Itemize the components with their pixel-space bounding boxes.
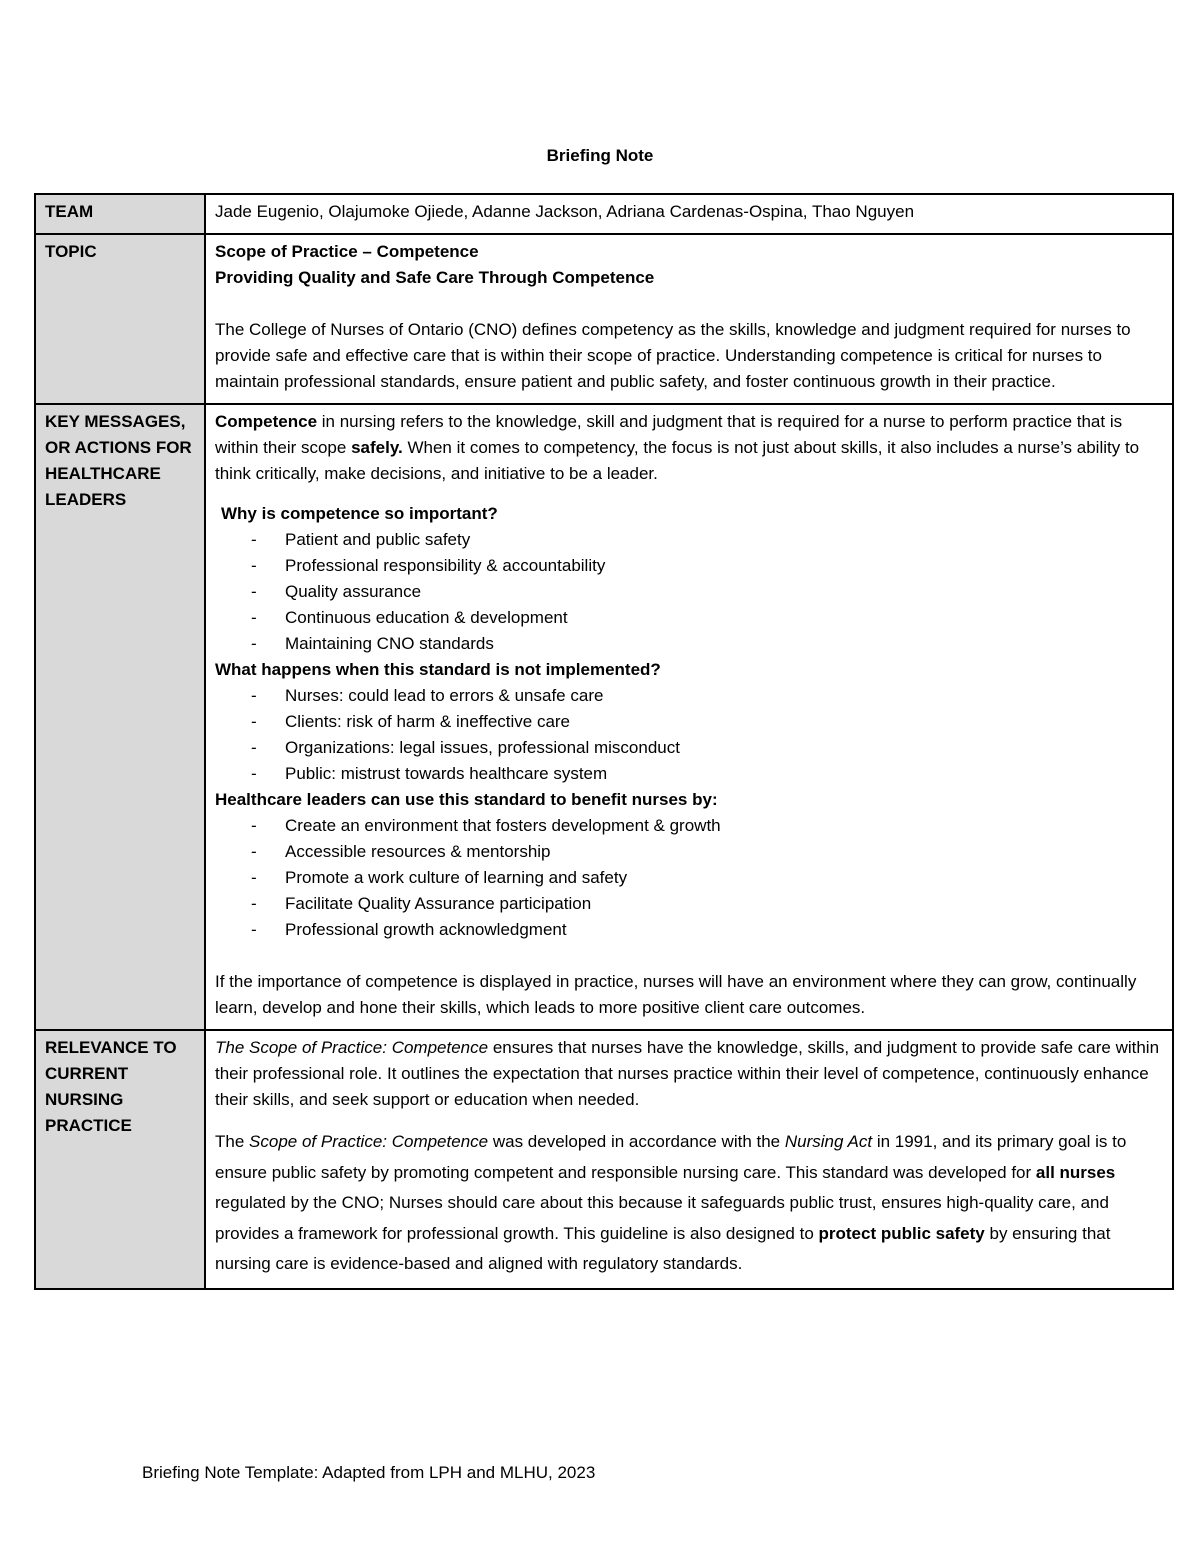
leaders-heading: Healthcare leaders can use this standard to benefit nurses by:: [215, 790, 718, 809]
list-item: - Accessible resources & mentorship: [215, 839, 1164, 865]
list-item: - Promote a work culture of learning and safety: [215, 865, 1164, 891]
relevance-paragraph-2: [215, 1127, 1164, 1280]
list-item: - Clients: risk of harm & ineffective care: [215, 709, 1164, 735]
label-topic: TOPIC: [35, 234, 205, 404]
key-messages-content: [205, 404, 1173, 1030]
list-item: - Continuous education & development: [215, 605, 1164, 631]
topic-paragraph: The College of Nurses of Ontario (CNO) defines competency as the skills, knowledge and judgment required for nurses to provide safe and effective care that is within their scope of practice. Understanding competence is critical for nurses to maintain professional standards, ensure patient and public safety, and foster continuous growth in their practice.: [215, 320, 1131, 391]
page-title: Briefing Note: [546, 146, 654, 165]
list-item: - Facilitate Quality Assurance participation: [215, 891, 1164, 917]
list-item: - Create an environment that fosters development & growth: [215, 813, 1164, 839]
label-team: TEAM: [35, 194, 205, 234]
relevance-p2-italic1: Scope of Practice: Competence: [249, 1132, 489, 1151]
key-intro-bold: Competence: [215, 412, 318, 431]
row-relevance: [35, 1030, 1173, 1289]
footer-note: Briefing Note Template: Adapted from LPH and MLHU, 2023: [142, 1463, 596, 1482]
list-item: - Professional responsibility & accountability: [215, 553, 1164, 579]
list-item: - Nurses: could lead to errors & unsafe care: [215, 683, 1164, 709]
list-item: - Public: mistrust towards healthcare system: [215, 761, 1164, 787]
why-heading: Why is competence so important?: [221, 504, 498, 523]
relevance-p2-d: regulated by the CNO; Nurses should care about this because it safeguards public trust, ensures high-quality care, and provides a framework for professional growth. This guideline is also designed to: [215, 1193, 1109, 1243]
topic-heading-2: Providing Quality and Safe Care Through Competence: [215, 268, 655, 287]
list-item: - Quality assurance: [215, 579, 1164, 605]
row-topic: [35, 234, 1173, 404]
relevance-p2-bold1: all nurses: [1035, 1162, 1116, 1182]
relevance-p2-italic2: Nursing Act: [784, 1132, 873, 1151]
topic-heading-1: Scope of Practice – Competence: [215, 242, 479, 261]
key-intro-rest: When it comes to competency, the focus is not just about skills, it also includes a nurse’s ability to think critically, make decisions, and initiative to be a leader.: [215, 438, 1140, 483]
list-item: - Patient and public safety: [215, 527, 1164, 553]
relevance-content: [205, 1030, 1173, 1289]
relevance-p2-b: was developed in accordance with the: [488, 1132, 785, 1151]
what-list: [215, 683, 1164, 787]
list-item: - Maintaining CNO standards: [215, 631, 1164, 657]
list-item: - Professional growth acknowledgment: [215, 917, 1164, 943]
key-closing: If the importance of competence is displayed in practice, nurses will have an environment where they can grow, continually learn, develop and hone their skills, which leads to more positive client care outcomes.: [215, 972, 1137, 1017]
label-relevance: RELEVANCE TO CURRENT NURSING PRACTICE: [35, 1030, 205, 1289]
briefing-table: [34, 193, 1174, 1290]
team-members: Jade Eugenio, Olajumoke Ojiede, Adanne Jackson, Adriana Cardenas-Ospina, Thao Nguyen: [205, 194, 1173, 234]
what-heading: What happens when this standard is not implemented?: [215, 660, 661, 679]
relevance-p1-rest: ensures that nurses have the knowledge, skills, and judgment to provide safe care within their professional role. It outlines the expectation that nurses practice within their level of competence, continuously enhance their skills, and seek support or education when needed.: [215, 1038, 1160, 1109]
key-intro-mid: in nursing refers to the knowledge, skill and judgment that is required for a nurse to perform practice that is within their scope: [215, 412, 1123, 457]
relevance-p1-italic: The Scope of Practice: Competence: [215, 1038, 489, 1057]
label-key-messages: KEY MESSAGES, OR ACTIONS FOR HEALTHCARE LEADERS: [35, 404, 205, 1030]
relevance-p2-a: The: [215, 1132, 250, 1151]
list-item: - Organizations: legal issues, professional misconduct: [215, 735, 1164, 761]
row-team: [35, 194, 1173, 234]
relevance-p2-c: in 1991, and its primary goal is to ensure public safety by promoting competent and responsible nursing care. This standard was developed for: [215, 1132, 1127, 1182]
row-key-messages: [35, 404, 1173, 1030]
leaders-list: [215, 813, 1164, 943]
why-list: [215, 527, 1164, 657]
relevance-p2-e: by ensuring that nursing care is evidence-based and aligned with regulatory standards.: [215, 1223, 1111, 1273]
relevance-paragraph-1: [215, 1035, 1164, 1113]
key-intro: [215, 409, 1164, 487]
key-intro-bold2: safely.: [351, 438, 403, 457]
topic-content: [205, 234, 1173, 404]
relevance-p2-bold2: protect public safety: [818, 1223, 985, 1243]
